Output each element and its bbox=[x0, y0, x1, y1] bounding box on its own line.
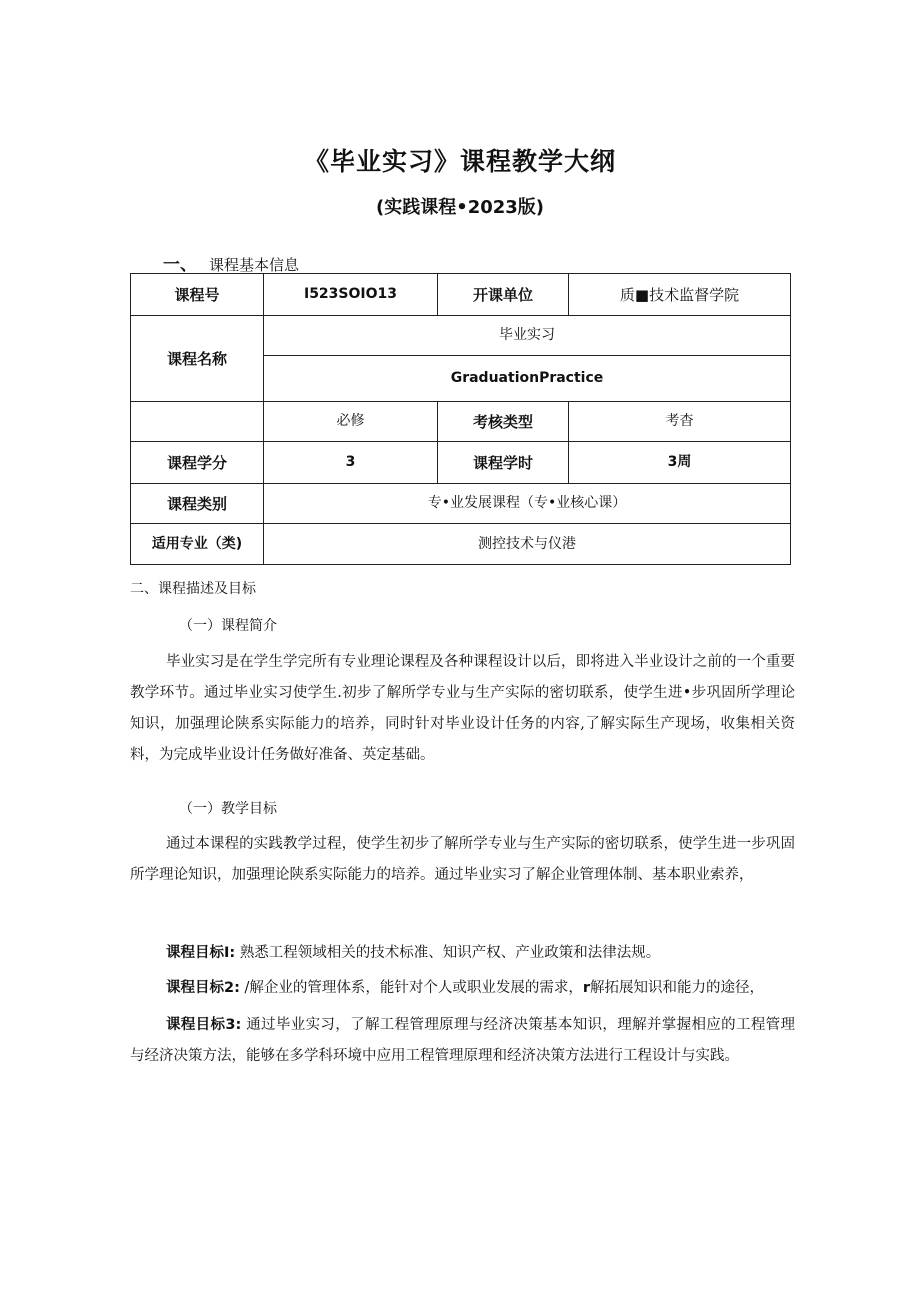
unit-label: 开课单位 bbox=[438, 274, 569, 316]
table-row bbox=[131, 274, 791, 316]
goal-3-text: 通过毕业实习，了解工程管理原理与经济决策基本知识，理解并掌握相应的工程管理与经济决策方法，能够在多学科环境中应用工程管理原理和经济决策方法进行工程设计与实践。 bbox=[130, 1017, 796, 1064]
assessment-value: 考杳 bbox=[569, 402, 791, 442]
course-name-label: 课程名称 bbox=[131, 316, 264, 402]
document-subtitle: (实践课程•2023版) bbox=[375, 197, 545, 218]
table-row bbox=[131, 442, 791, 484]
course-name-en: GraduationPractice bbox=[264, 356, 791, 402]
goal-1-text: 熟悉工程领域相关的技术标准、知识产权、产业政策和法律法规。 bbox=[239, 945, 661, 961]
section-1-heading bbox=[163, 250, 299, 275]
major-value: 测控技术与仪港 bbox=[264, 524, 791, 565]
required-value: 必修 bbox=[264, 402, 438, 442]
section-1-number: 一、 bbox=[163, 255, 197, 275]
goal-2 bbox=[130, 973, 795, 1004]
section-1-title: 课程基本信息 bbox=[209, 256, 300, 274]
unit-value: 质■技术监督学院 bbox=[569, 274, 791, 316]
course-name-cn: 毕业实习 bbox=[264, 316, 791, 356]
goal-3-label: 课程目标3: bbox=[166, 1017, 242, 1033]
goal-2-mark: r bbox=[582, 980, 591, 996]
intro-subheading: （一）课程简介 bbox=[179, 618, 277, 634]
objectives-subheading: （一）教学目标 bbox=[179, 801, 277, 817]
goal-2-label: 课程目标2: bbox=[166, 980, 240, 996]
document-title: 《毕业实习》课程教学大纲 bbox=[303, 147, 616, 176]
hours-value: 3周 bbox=[569, 442, 791, 484]
course-code-value: I523SOIO13 bbox=[264, 274, 438, 316]
category-label: 课程类别 bbox=[131, 484, 264, 524]
hours-label: 课程学时 bbox=[438, 442, 569, 484]
goal-1 bbox=[130, 938, 795, 969]
credits-value: 3 bbox=[264, 442, 438, 484]
table-row bbox=[131, 484, 791, 524]
goal-2-text-b: 解拓展知识和能力的途径， bbox=[590, 980, 765, 996]
course-code-label: 课程号 bbox=[131, 274, 264, 316]
assessment-label: 考核类型 bbox=[438, 402, 569, 442]
table-row bbox=[131, 524, 791, 565]
credits-label: 课程学分 bbox=[131, 442, 264, 484]
goal-2-text-a: /解企业的管理体系，能针对个人或职业发展的需求， bbox=[244, 980, 583, 996]
intro-paragraph: 毕业实习是在学生学完所有专业理论课程及各种课程设计以后，即将进入半业设计之前的一个重要教学环节。通过毕业实习使学生.初步了解所学专业与生产实际的密切联系，使学生进•步巩固所学理论知识，加强理论陕系实际能力的培养，同时针对毕业设计任务的内容,了解实际生产现场，收集相关资料，为完成毕业设计任务做好准备、英定基础。 bbox=[130, 654, 795, 763]
section-2-heading: 二、课程描述及目标 bbox=[130, 581, 256, 597]
category-value: 专•业发展课程（专•业核心课） bbox=[264, 484, 791, 524]
goal-3 bbox=[130, 1010, 795, 1072]
table-row bbox=[131, 316, 791, 356]
table-row bbox=[131, 402, 791, 442]
objectives-paragraph: 通过本课程的实践教学过程，使学生初步了解所学专业与生产实际的密切联系，使学生进一步巩固所学理论知识，加强理论陕系实际能力的培养。通过毕业实习了解企业管理体制、基本职业索养， bbox=[130, 836, 795, 883]
goal-1-label: 课程目标I: bbox=[166, 945, 236, 961]
empty-cell bbox=[131, 402, 264, 442]
major-label: 适用专业（类) bbox=[131, 524, 264, 565]
course-info-table bbox=[130, 273, 791, 565]
